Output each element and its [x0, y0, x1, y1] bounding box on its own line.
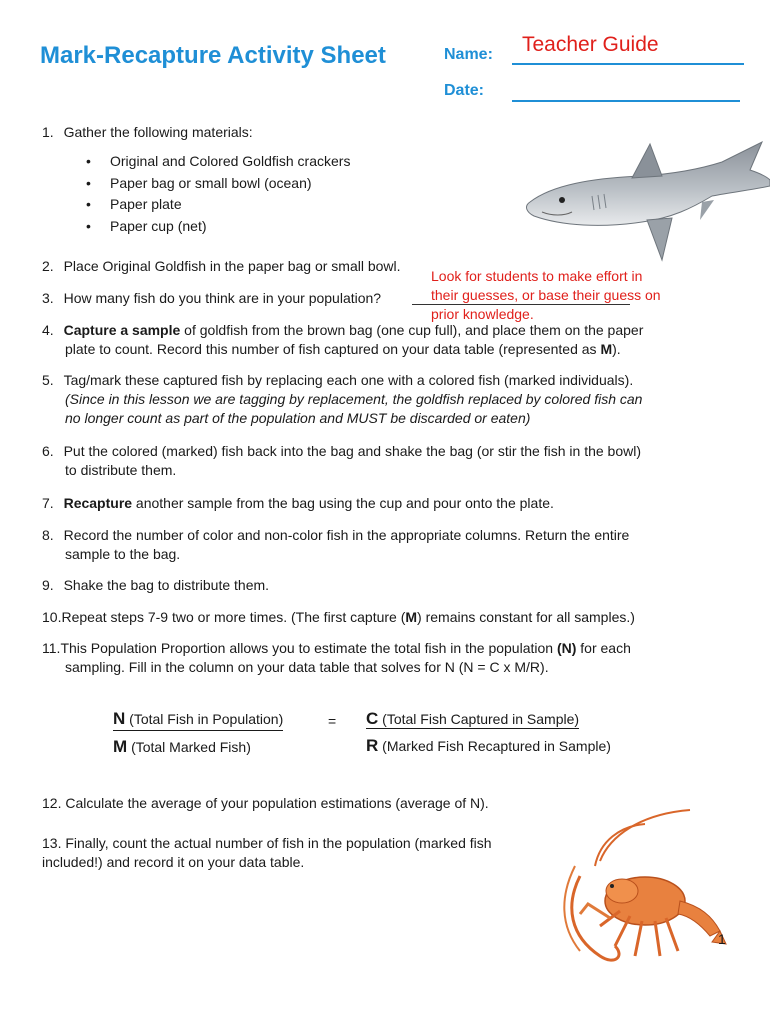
- step-text: Repeat steps 7-9 two or more times. (The first capture (: [61, 609, 406, 625]
- lobster-illustration: [560, 806, 730, 971]
- step-9: [42, 576, 269, 595]
- step-1: [42, 123, 253, 142]
- step-text: Put the colored (marked) fish back into the bag and shake the bag (or stir the fish in the bowl): [63, 443, 642, 459]
- step-10: [42, 608, 742, 627]
- step-text: for each: [576, 640, 631, 656]
- note-line: Look for students to make effort in: [431, 268, 643, 284]
- step-3: [42, 289, 381, 308]
- shark-illustration: [522, 140, 770, 265]
- step-text: Gather the following materials:: [63, 124, 253, 140]
- step-13: [42, 834, 542, 872]
- step-text: included!) and record it on your data table.: [42, 854, 305, 870]
- step-number: 8.: [42, 527, 54, 543]
- step-8: [42, 526, 742, 564]
- formula-numerator-right: [366, 709, 579, 729]
- step-number: 4.: [42, 322, 54, 338]
- date-label: Date:: [444, 82, 485, 99]
- n-letter: N: [113, 709, 126, 728]
- step-text: plate to count. Record this number of fish captured on your data table (represented as: [65, 341, 601, 357]
- m-letter: M: [113, 737, 128, 756]
- step-11: [42, 639, 742, 677]
- m-symbol: M: [600, 341, 613, 357]
- step-text: of goldfish from the brown bag (one cup full), and place them on the paper: [180, 322, 644, 338]
- step-number: 9.: [42, 577, 54, 593]
- list-item: • Paper bag or small bowl (ocean): [86, 175, 350, 197]
- step-number: 7.: [42, 495, 54, 511]
- step-text: sampling. Fill in the column on your data table that solves for N (N = C x M/R).: [65, 659, 549, 675]
- step-6: [42, 442, 742, 480]
- step-text: How many fish do you think are in your population?: [63, 290, 382, 306]
- page-number: 1: [718, 931, 726, 947]
- step-note: no longer count as part of the population and MUST be discarded or eaten): [65, 410, 531, 426]
- step-number: 10.: [42, 609, 62, 625]
- step-12: 12. Calculate the average of your population estimations (average of N).: [42, 795, 489, 811]
- step-text: Record the number of color and non-color fish in the appropriate columns. Return the entire: [63, 527, 630, 543]
- name-field[interactable]: [512, 33, 744, 65]
- step-text: another sample from the bag using the cup and pour onto the plate.: [132, 495, 554, 511]
- name-label: Name:: [444, 46, 493, 63]
- step-text: Place Original Goldfish in the paper bag or small bowl.: [63, 258, 401, 274]
- list-item: • Original and Colored Goldfish crackers: [86, 153, 350, 175]
- step-number: 2.: [42, 258, 54, 274]
- step-number: 1.: [42, 124, 54, 140]
- date-field[interactable]: [512, 98, 740, 102]
- step-text: to distribute them.: [65, 462, 177, 478]
- equals-sign: =: [328, 713, 337, 729]
- step-text: 13. Finally, count the actual number of fish in the population (marked fish: [42, 835, 492, 851]
- list-item: • Paper cup (net): [86, 218, 350, 240]
- page-title: Mark-Recapture Activity Sheet: [40, 42, 386, 69]
- step-number: 5.: [42, 372, 54, 388]
- c-letter: C: [366, 709, 379, 728]
- r-letter: R: [366, 736, 379, 755]
- materials-list: [86, 153, 350, 239]
- n-description: (Total Fish in Population): [129, 711, 284, 727]
- step-note: (Since in this lesson we are tagging by replacement, the goldfish replaced by colored fish can: [65, 391, 643, 407]
- c-description: (Total Fish Captured in Sample): [382, 711, 580, 727]
- note-line: prior knowledge.: [431, 306, 534, 322]
- step-text: This Population Proportion allows you to estimate the total fish in the population: [60, 640, 557, 656]
- step-text: Shake the bag to distribute them.: [63, 577, 270, 593]
- step-bold: Recapture: [63, 495, 133, 511]
- n-symbol: (N): [556, 640, 577, 656]
- m-description: (Total Marked Fish): [131, 739, 251, 755]
- step-text: ).: [612, 341, 621, 357]
- r-description: (Marked Fish Recaptured in Sample): [382, 738, 611, 754]
- step-7: [42, 494, 554, 513]
- step-2: [42, 257, 401, 276]
- step-text: ) remains constant for all samples.): [417, 609, 635, 625]
- step-number: 11.: [42, 640, 61, 656]
- step-number: 6.: [42, 443, 54, 459]
- step-text: sample to the bag.: [65, 546, 181, 562]
- m-symbol: M: [405, 609, 418, 625]
- step-text: Tag/mark these captured fish by replacing each one with a colored fish (marked individuals).: [63, 372, 634, 388]
- formula-denominator-right: [366, 736, 611, 756]
- step-4: [42, 321, 742, 359]
- teacher-note: [431, 267, 731, 324]
- step-bold: Capture a sample: [63, 322, 181, 338]
- step-5: [42, 371, 742, 428]
- name-value: Teacher Guide: [522, 33, 659, 56]
- note-line: their guesses, or base their guess on: [431, 287, 661, 303]
- step-number: 3.: [42, 290, 54, 306]
- formula-numerator-left: [113, 709, 283, 731]
- formula-denominator-left: [113, 737, 251, 757]
- list-item: • Paper plate: [86, 196, 350, 218]
